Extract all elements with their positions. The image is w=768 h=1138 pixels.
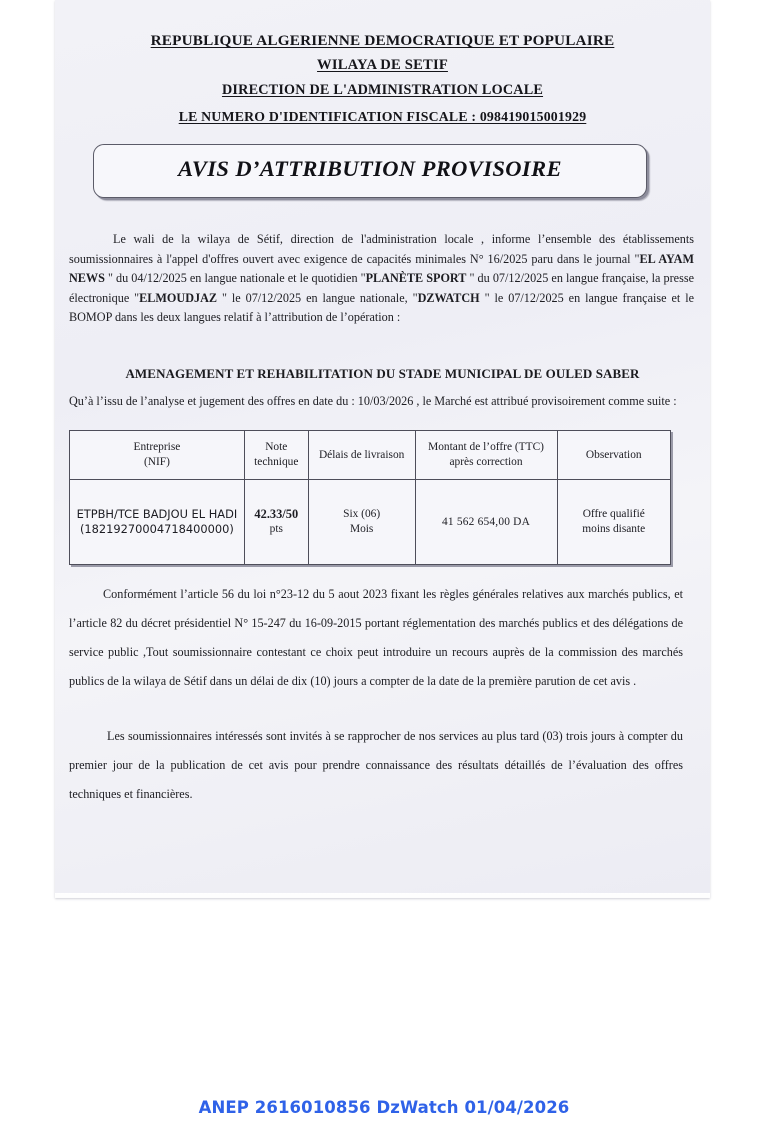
entreprise-nif: (18219270004718400000) [79, 522, 234, 536]
header-line-direction-text: DIRECTION DE L'ADMINISTRATION LOCALE [221, 82, 544, 98]
entreprise-name: ETPBH/TCE BADJOU EL HADI [76, 507, 238, 521]
column-header-montant-line1: Montant de l’offre (TTC) [428, 441, 544, 453]
header-line-republic [55, 32, 710, 50]
header-line-fiscal-id [55, 109, 710, 125]
column-header-entreprise-line2: (NIF) [143, 456, 170, 468]
column-header-note-line1: Note [265, 441, 288, 453]
award-table-body [70, 480, 671, 565]
page-title: AVIS D’ATTRIBUTION PROVISOIRE [178, 156, 562, 181]
column-header-delais: Délais de livraison [308, 431, 415, 480]
column-header-note-line2: technique [254, 456, 299, 468]
info-paragraph: Les soumissionnaires intéressés sont invités à se rapprocher de nos services au plus tard (03) trois jours à compter du premier jour de la publication de cet avis pour prendre connaissance des résultats détaillés de l’évaluation des offres techniques et financières. [69, 729, 683, 801]
cell-observation [557, 480, 670, 565]
column-header-note-technique [244, 431, 308, 480]
cell-note-technique [244, 480, 308, 565]
table-header-row [70, 431, 671, 480]
column-header-entreprise [70, 431, 245, 480]
header-line-direction [55, 82, 710, 99]
legal-paragraph: Conformément l’article 56 du loi n°23-12 du 5 aout 2023 fixant les règles générales relatives aux marchés publics, et l’article 82 du décret présidentiel N° 15-247 du 16-09-2015 portant réglementation des marchés publics et des délégations de service public ,Tout soumissionnaire contestant ce choix peut introduire un recours auprès de la commission des marchés publics de la wilaya de Sétif dans un délai de dix (10) jours a compter de la date de la première parution de cet avis . [69, 587, 683, 688]
column-header-montant-line2: après correction [449, 456, 523, 468]
table-row [70, 480, 671, 565]
intro-paragraph: Le wali de la wilaya de Sétif, direction de l'administration locale , informe l’ensemble des établissements soumissionnaires à l'appel d'offres ouvert avec exigence de capacités minimales N° 16/2025 paru dans le journal "EL AYAM NEWS " du 04/12/2025 en langue nationale et le quotidien "PLANÈTE SPORT " du 07/12/2025 en langue française, la presse électronique "ELMOUDJAZ " le 07/12/2025 en langue nationale, "DZWATCH " le 07/12/2025 en langue française et le BOMOP dans les deux langues relatif à l’attribution de l’opération : [69, 232, 694, 324]
award-table-head [70, 431, 671, 480]
analysis-paragraph: Qu’à l’issu de l’analyse et jugement des offres en date du : 10/03/2026 , le Marché est attribué provisoirement comme suite : [69, 394, 677, 408]
anep-footer: ANEP 2616010856 DzWatch 01/04/2026 [198, 1098, 570, 1117]
award-table [69, 430, 671, 565]
column-header-montant [415, 431, 557, 480]
scanned-document-page [55, 0, 710, 898]
note-technique-value: 42.33/50 [254, 507, 299, 521]
page-content [55, 0, 710, 898]
cell-montant: 41 562 654,00 DA [415, 480, 557, 565]
cell-delais [308, 480, 415, 565]
title-box [93, 144, 647, 198]
observation-line1: Offre qualifié [582, 508, 645, 520]
header-line-wilaya-text: WILAYA DE SETIF [317, 57, 448, 73]
column-header-observation: Observation [557, 431, 670, 480]
header-line-wilaya [55, 57, 710, 74]
observation-line2: moins disante [582, 523, 646, 535]
header-line-fiscal-id-text: LE NUMERO D'IDENTIFICATION FISCALE : 098419015001929 [178, 109, 587, 124]
header-line-republic-text: REPUBLIQUE ALGERIENNE DEMOCRATIQUE ET POPULAIRE [150, 32, 615, 49]
note-technique-unit: pts [269, 523, 283, 535]
delais-line2: Mois [349, 523, 374, 535]
column-header-entreprise-line1: Entreprise [133, 441, 181, 453]
delais-line1: Six (06) [343, 508, 381, 520]
cell-entreprise [70, 480, 245, 565]
operation-title: AMENAGEMENT ET REHABILITATION DU STADE MUNICIPAL DE OULED SABER [125, 366, 640, 381]
